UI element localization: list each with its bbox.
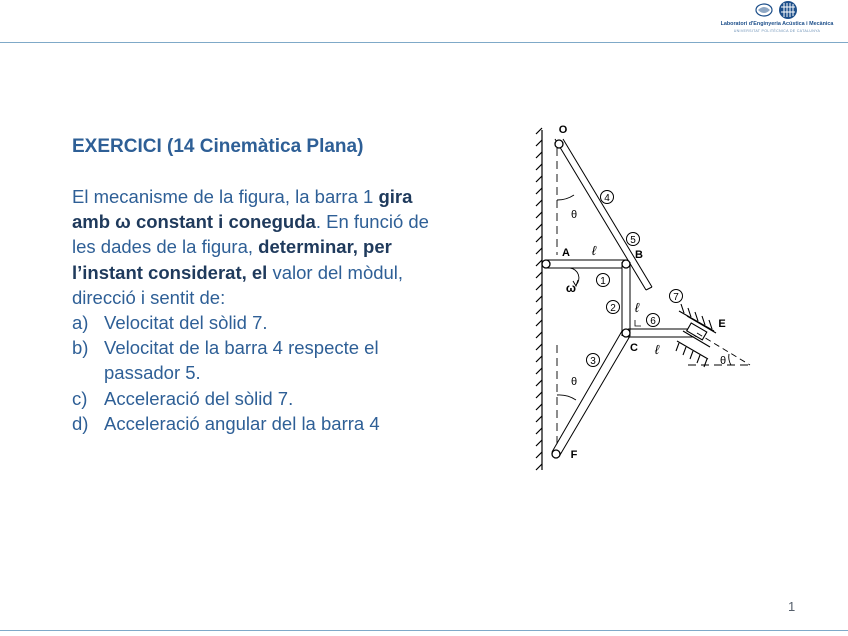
fixed-wall	[536, 128, 542, 470]
length-label-l: ℓ	[654, 342, 660, 357]
point-label-o: O	[558, 124, 568, 136]
angular-velocity-label: ω	[565, 281, 577, 295]
length-label-l: ℓ	[634, 300, 640, 315]
footer-divider	[0, 630, 848, 631]
question-item	[72, 335, 452, 385]
question-item	[72, 310, 452, 335]
body-number-3: 3	[590, 356, 596, 367]
question-text: Acceleració del sòlid 7.	[104, 387, 294, 409]
statement-part: . En funció de les dades de la figura,	[72, 211, 429, 258]
logo-lab-name: Laboratori d'Enginyeria Acústica i Mecànica	[720, 21, 834, 27]
question-item	[72, 411, 452, 436]
logo-university-name: UNIVERSITAT POLITÈCNICA DE CATALUNYA	[733, 29, 821, 33]
lab-emblem-icon	[756, 4, 772, 16]
header-divider	[0, 42, 848, 43]
angle-label-theta: θ	[570, 209, 578, 221]
university-seal-icon	[779, 1, 797, 19]
body-number-1: 1	[600, 276, 606, 287]
angle-label-theta: θ	[570, 376, 578, 388]
point-label-c: C	[630, 342, 638, 354]
body-number-4: 4	[604, 193, 610, 204]
slider-7	[676, 304, 752, 367]
statement-emphasis: determinar, per l’instant considerat, el	[72, 236, 392, 283]
statement-part: El mecanisme de la figura, la barra 1	[72, 186, 379, 207]
question-text: Velocitat del sòlid 7.	[104, 312, 268, 334]
statement-emphasis: gira amb ω constant i coneguda	[72, 186, 413, 233]
question-text: Acceleració angular del la barra 4	[104, 412, 380, 434]
bar-2	[622, 262, 630, 336]
bar-3	[552, 331, 630, 455]
body-number-2: 2	[610, 303, 616, 314]
body-number-7: 7	[673, 292, 679, 303]
bar-6	[628, 329, 694, 337]
bar-1	[545, 260, 626, 268]
question-marker: d)	[72, 412, 89, 434]
mechanism-figure	[525, 118, 765, 483]
body-number-6: 6	[650, 316, 656, 327]
question-item	[72, 386, 452, 411]
point-label-e: E	[718, 318, 726, 330]
question-text: Velocitat de la barra 4 respecte el passador 5.	[104, 337, 379, 384]
question-marker: c)	[72, 387, 88, 409]
slide-title: EXERCICI (14 Cinemàtica Plana)	[72, 136, 364, 157]
exercise-statement	[72, 184, 452, 436]
lab-logo	[708, 0, 844, 40]
angle-label-theta: θ	[719, 355, 727, 367]
statement-paragraph	[72, 184, 452, 310]
page-number: 1	[788, 599, 796, 614]
point-label-a: A	[562, 247, 570, 259]
bar-4	[555, 139, 652, 290]
question-list	[72, 310, 452, 436]
question-marker: a)	[72, 312, 89, 334]
question-marker: b)	[72, 337, 89, 359]
point-label-b: B	[635, 249, 643, 261]
angle-arc	[557, 195, 579, 400]
point-label-f: F	[570, 449, 578, 461]
body-number-5: 5	[630, 235, 636, 246]
statement-part: valor del mòdul, direcció i sentit de:	[72, 261, 404, 308]
length-label-l: ℓ	[591, 243, 597, 258]
right-angle-mark	[635, 320, 641, 326]
